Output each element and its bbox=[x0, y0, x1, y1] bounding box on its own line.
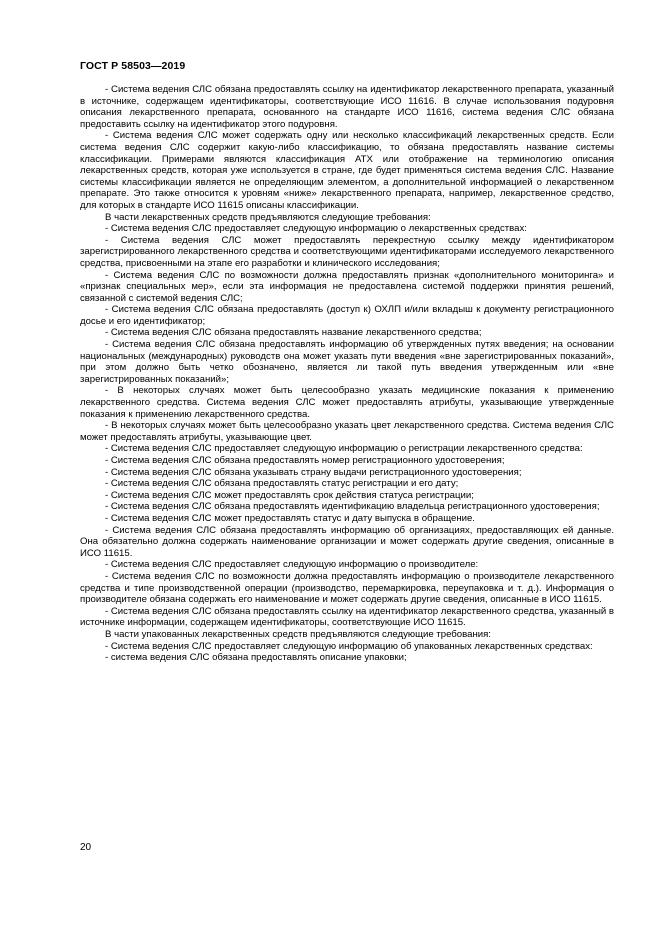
paragraph: - Система ведения СЛС обязана предоставлять статус регистрации и его дату; bbox=[105, 478, 459, 490]
paragraph: - система ведения СЛС обязана предоставлять описание упаковки; bbox=[105, 652, 407, 664]
paragraph: - Система ведения СЛС обязана предоставлять номер регистрационного удостоверения; bbox=[105, 455, 505, 466]
paragraph: - Система ведения СЛС обязана предоставлять информацию об утвержденных путях введения; на основании национальных (международных) руководств она может указать пути введения «вне зарегистрированных показаний», при этом должно быть четко обозначено, является ли такой путь введения утвержденным или «вне зарегистрированных показаний»; bbox=[80, 339, 614, 385]
body-text bbox=[80, 84, 614, 664]
paragraph: - Система ведения СЛС может предоставлять перекрестную ссылку между идентификатором зарегистрированного лекарственного средства и соответствующими идентификаторами исследуемого лекарственного средства, присвоенными на этапе его разработки и клинического исследования; bbox=[80, 234, 614, 269]
paragraph: - В некоторых случаях может быть целесообразно указать цвет лекарственного средства. Система ведения СЛС может предоставлять атрибуты, указывающие цвет. bbox=[80, 420, 614, 443]
paragraph: - Система ведения СЛС обязана предоставлять ссылку на идентификатор лекарственного средства, указанный в источнике информации, содержащем идентификаторы, соответствующие ИСО 11615. bbox=[80, 605, 614, 629]
paragraph: - Система ведения СЛС обязана указывать страну выдачи регистрационного удостоверения; bbox=[105, 466, 522, 478]
paragraph: - Система ведения СЛС может содержать одну или несколько классификаций лекарственных средств. Если система ведения СЛС содержит какую-либо классификацию, то обязана предоставлять название системы классификации. Примерами являются классификация АТХ или отображение на терминологию описания лекарственных средств, которая уже используется в стране, где будет применяться система ведения СЛС. Название системы классификации является не определяющим элементом, а дополнительной информацией о лекарственном препарате. Это также относится к уровням «ниже» лекарственного препарата, например, лекарственное средство, для которых в стандарте ИСО 11615 описаны классификации. bbox=[80, 130, 614, 211]
paragraph: - Система ведения СЛС обязана предоставлять ссылку на идентификатор лекарственного препарата, указанный в источнике, содержащем идентификаторы, соответствующие ИСО 11616. В случае использования подуровня описания лекарственного препарата, основанного на стандарте ИСО 11616, система ведения СЛС обязана предоставить ссылку на идентификатор этого подуровня. bbox=[80, 84, 614, 130]
paragraph: - Система ведения СЛС предоставляет следующую информацию о регистрации лекарственного средства: bbox=[105, 443, 583, 455]
paragraph: - Система ведения СЛС предоставляет следующую информацию о производителе: bbox=[105, 559, 479, 571]
paragraph: - Система ведения СЛС может предоставлять статус и дату выпуска в обращение. bbox=[105, 512, 475, 524]
paragraph: - Система ведения СЛС обязана предоставлять идентификацию владельца регистрационного удостоверения; bbox=[105, 501, 600, 513]
page-number: 20 bbox=[80, 842, 92, 853]
paragraph: В части лекарственных средств предъявляются следующие требования: bbox=[105, 211, 431, 223]
paragraph: - Система ведения СЛС по возможности должна предоставлять информацию о производителе лекарственного средства и типе производственной операции (производство, перемаркировка, переупаковка и т. д.). Информация о производителе обязана содержать его наименование и может содержать другие сведения, описанные в ИСО 11615. bbox=[80, 570, 614, 606]
paragraph: - Система ведения СЛС предоставляет следующую информацию об упакованных лекарственных средствах: bbox=[105, 640, 593, 652]
standard-header: ГОСТ Р 58503—2019 bbox=[80, 60, 186, 72]
paragraph: В части упакованных лекарственных средств предъявляются следующие требования: bbox=[105, 628, 491, 640]
paragraph: - В некоторых случаях может быть целесообразно указать медицинские показания к применению лекарственного средства. Система ведения СЛС может предоставлять атрибуты, указывающие утвержденные показания к применению лекарственного средства. bbox=[80, 385, 614, 420]
paragraph: - Система ведения СЛС может предоставлять срок действия статуса регистрации; bbox=[105, 489, 474, 501]
paragraph: - Система ведения СЛС предоставляет следующую информацию о лекарственных средствах: bbox=[105, 223, 527, 235]
paragraph: - Система ведения СЛС по возможности должна предоставлять признак «дополнительного мониторинга» и «признак специальных мер», если эта информация не предоставлена системой поддержки принятия решений, связанной с системой ведения СЛС; bbox=[80, 269, 614, 304]
paragraph: - Система ведения СЛС обязана предоставлять (доступ к) ОХЛП и/или вкладыш к документу регистрационного досье и его идентификатор; bbox=[80, 304, 614, 327]
paragraph: - Система ведения СЛС обязана предоставлять название лекарственного средства; bbox=[105, 327, 482, 339]
paragraph: - Система ведения СЛС обязана предоставлять информацию об организациях, предоставляющих ей данные. Она обязательно должна содержать наименование организации и может содержать другие сведения, описанные в ИСО 11615. bbox=[80, 524, 614, 559]
